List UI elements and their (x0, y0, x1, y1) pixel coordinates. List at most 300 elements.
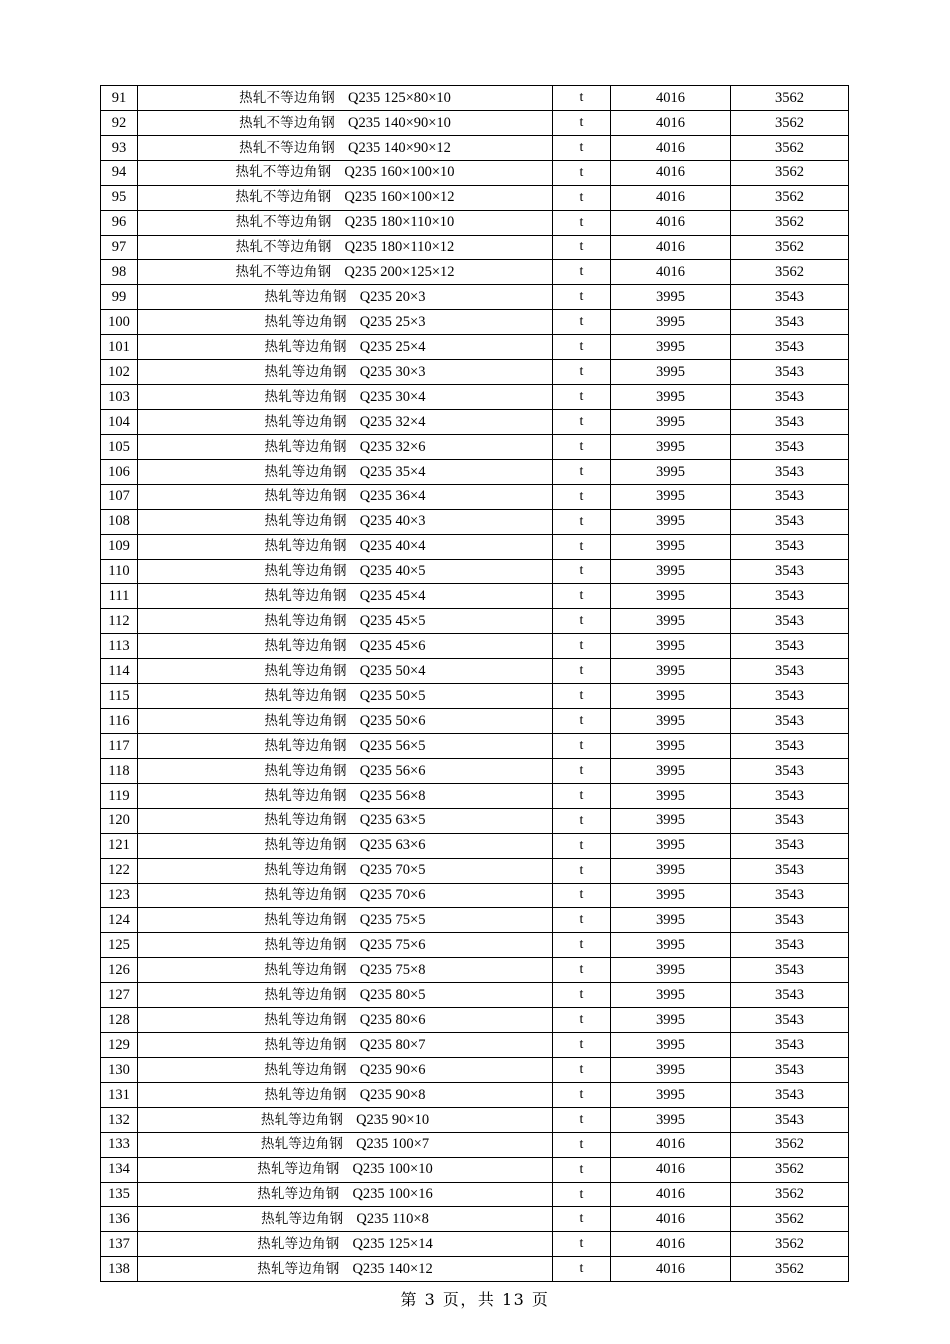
cell-price-primary: 4016 (611, 185, 731, 210)
cell-price-secondary: 3543 (731, 858, 849, 883)
material-name: 热轧等边角钢 (264, 538, 347, 555)
table-row (101, 335, 849, 360)
cell-unit: t (553, 484, 611, 509)
cell-unit: t (553, 1232, 611, 1257)
description-group (235, 190, 454, 205)
cell-price-primary: 4016 (611, 86, 731, 111)
cell-price-secondary: 3562 (731, 260, 849, 285)
material-name: 热轧等边角钢 (264, 513, 347, 530)
cell-price-primary: 3995 (611, 1008, 731, 1033)
material-spec: Q235 30×3 (359, 363, 426, 380)
material-name: 热轧等边角钢 (264, 637, 347, 654)
material-name: 热轧等边角钢 (264, 712, 347, 729)
cell-unit: t (553, 659, 611, 684)
cell-price-secondary: 3543 (731, 908, 849, 933)
description-group (265, 789, 426, 804)
cell-description (138, 1157, 553, 1182)
material-name: 热轧等边角钢 (264, 986, 347, 1003)
cell-description (138, 758, 553, 783)
description-group (257, 1237, 432, 1252)
material-spec: Q235 63×6 (359, 837, 426, 854)
cell-price-primary: 4016 (611, 1132, 731, 1157)
cell-price-secondary: 3543 (731, 808, 849, 833)
table-row (101, 1207, 849, 1232)
cell-unit: t (553, 1082, 611, 1107)
material-name: 热轧等边角钢 (264, 488, 347, 505)
cell-description (138, 559, 553, 584)
table-row (101, 1157, 849, 1182)
cell-row-number: 114 (101, 659, 138, 684)
cell-row-number: 130 (101, 1057, 138, 1082)
cell-row-number: 134 (101, 1157, 138, 1182)
cell-description (138, 1232, 553, 1257)
cell-row-number: 124 (101, 908, 138, 933)
cell-price-primary: 3995 (611, 1107, 731, 1132)
cell-description (138, 1257, 553, 1282)
cell-description (138, 684, 553, 709)
cell-price-primary: 3995 (611, 908, 731, 933)
description-group (265, 1088, 426, 1103)
table-row (101, 1107, 849, 1132)
cell-description (138, 135, 553, 160)
cell-description (138, 1107, 553, 1132)
cell-price-primary: 3995 (611, 360, 731, 385)
cell-row-number: 91 (101, 86, 138, 111)
table-body (101, 86, 849, 1282)
cell-price-secondary: 3543 (731, 559, 849, 584)
material-name: 热轧等边角钢 (264, 812, 347, 829)
table-row (101, 758, 849, 783)
cell-unit: t (553, 833, 611, 858)
cell-price-secondary: 3543 (731, 434, 849, 459)
cell-description (138, 160, 553, 185)
cell-price-primary: 3995 (611, 409, 731, 434)
cell-price-primary: 3995 (611, 335, 731, 360)
description-group (265, 813, 426, 828)
cell-unit: t (553, 310, 611, 335)
description-group (265, 489, 426, 504)
cell-price-secondary: 3562 (731, 1157, 849, 1182)
description-group (265, 888, 426, 903)
table-row (101, 385, 849, 410)
cell-description (138, 459, 553, 484)
material-name: 热轧等边角钢 (260, 1136, 344, 1153)
description-group (265, 664, 426, 679)
cell-row-number: 136 (101, 1207, 138, 1232)
cell-row-number: 133 (101, 1132, 138, 1157)
cell-description (138, 958, 553, 983)
cell-price-secondary: 3562 (731, 110, 849, 135)
cell-price-primary: 3995 (611, 584, 731, 609)
material-name: 热轧等边角钢 (264, 1011, 347, 1028)
material-spec: Q235 70×5 (359, 862, 426, 879)
cell-unit: t (553, 534, 611, 559)
cell-price-primary: 3995 (611, 609, 731, 634)
cell-description (138, 1207, 553, 1232)
material-name: 热轧不等边角钢 (235, 239, 332, 256)
cell-description (138, 634, 553, 659)
description-group (236, 215, 455, 230)
material-name: 热轧等边角钢 (264, 1086, 347, 1103)
cell-unit: t (553, 958, 611, 983)
material-name: 热轧不等边角钢 (235, 164, 332, 181)
material-name: 热轧不等边角钢 (239, 139, 335, 156)
description-group (235, 165, 454, 180)
cell-price-secondary: 3543 (731, 310, 849, 335)
description-group (265, 1013, 426, 1028)
cell-price-secondary: 3543 (731, 958, 849, 983)
material-name: 热轧等边角钢 (264, 314, 347, 330)
cell-price-secondary: 3543 (731, 1107, 849, 1132)
cell-price-secondary: 3562 (731, 1257, 849, 1282)
table-row (101, 1033, 849, 1058)
cell-price-secondary: 3543 (731, 983, 849, 1008)
cell-description (138, 1033, 553, 1058)
table-row (101, 908, 849, 933)
cell-row-number: 132 (101, 1107, 138, 1132)
cell-price-secondary: 3562 (731, 235, 849, 260)
cell-unit: t (553, 1132, 611, 1157)
cell-row-number: 107 (101, 484, 138, 509)
material-spec: Q235 56×6 (359, 762, 426, 779)
table-row (101, 185, 849, 210)
cell-price-secondary: 3562 (731, 1232, 849, 1257)
material-name: 热轧等边角钢 (264, 862, 347, 879)
description-group (235, 265, 454, 280)
description-group (257, 1262, 432, 1277)
table-row (101, 808, 849, 833)
cell-row-number: 111 (101, 584, 138, 609)
steel-price-table (100, 85, 849, 1282)
cell-unit: t (553, 335, 611, 360)
cell-price-secondary: 3562 (731, 86, 849, 111)
cell-unit: t (553, 559, 611, 584)
material-spec: Q235 125×80×10 (347, 89, 451, 106)
material-spec: Q235 45×5 (359, 613, 426, 630)
table-row (101, 983, 849, 1008)
material-spec: Q235 70×6 (359, 887, 426, 904)
cell-price-primary: 3995 (611, 659, 731, 684)
cell-description (138, 210, 553, 235)
material-spec: Q235 45×4 (359, 588, 426, 605)
material-name: 热轧等边角钢 (264, 338, 347, 355)
material-name: 热轧等边角钢 (264, 787, 347, 804)
cell-price-secondary: 3562 (731, 1207, 849, 1232)
cell-price-secondary: 3543 (731, 883, 849, 908)
cell-price-secondary: 3543 (731, 783, 849, 808)
cell-row-number: 104 (101, 409, 138, 434)
cell-price-primary: 3995 (611, 758, 731, 783)
description-group (265, 315, 426, 330)
cell-unit: t (553, 409, 611, 434)
cell-price-primary: 3995 (611, 559, 731, 584)
cell-unit: t (553, 783, 611, 808)
cell-description (138, 858, 553, 883)
cell-price-primary: 4016 (611, 1207, 731, 1232)
cell-row-number: 100 (101, 310, 138, 335)
table-row (101, 709, 849, 734)
material-name: 热轧等边角钢 (264, 289, 347, 306)
material-spec: Q235 75×5 (359, 912, 426, 929)
material-name: 热轧不等边角钢 (235, 189, 332, 206)
cell-unit: t (553, 260, 611, 285)
table-row (101, 1057, 849, 1082)
cell-price-primary: 4016 (611, 260, 731, 285)
material-spec: Q235 140×90×12 (347, 139, 451, 156)
cell-description (138, 584, 553, 609)
cell-unit: t (553, 385, 611, 410)
cell-price-secondary: 3543 (731, 1082, 849, 1107)
cell-description (138, 235, 553, 260)
description-group (265, 1038, 426, 1053)
cell-price-secondary: 3543 (731, 509, 849, 534)
cell-price-primary: 3995 (611, 783, 731, 808)
cell-price-secondary: 3543 (731, 360, 849, 385)
cell-description (138, 1182, 553, 1207)
cell-price-primary: 3995 (611, 684, 731, 709)
cell-price-secondary: 3543 (731, 634, 849, 659)
description-group (265, 514, 426, 529)
material-spec: Q235 180×110×12 (344, 239, 455, 256)
cell-price-primary: 3995 (611, 534, 731, 559)
table-row (101, 210, 849, 235)
material-spec: Q235 30×4 (359, 388, 426, 405)
cell-unit: t (553, 883, 611, 908)
material-spec: Q235 63×5 (359, 812, 426, 829)
cell-price-primary: 3995 (611, 858, 731, 883)
cell-unit: t (553, 609, 611, 634)
table-row (101, 484, 849, 509)
cell-price-primary: 4016 (611, 1232, 731, 1257)
table-row (101, 285, 849, 310)
material-spec: Q235 32×6 (359, 438, 426, 455)
cell-price-secondary: 3543 (731, 584, 849, 609)
material-name: 热轧等边角钢 (264, 762, 347, 779)
cell-price-secondary: 3543 (731, 385, 849, 410)
cell-price-secondary: 3543 (731, 1057, 849, 1082)
material-spec: Q235 56×5 (359, 737, 426, 754)
cell-unit: t (553, 1033, 611, 1058)
cell-row-number: 119 (101, 783, 138, 808)
cell-unit: t (553, 983, 611, 1008)
cell-description (138, 883, 553, 908)
cell-row-number: 103 (101, 385, 138, 410)
cell-row-number: 138 (101, 1257, 138, 1282)
cell-description (138, 360, 553, 385)
table-row (101, 409, 849, 434)
cell-price-primary: 3995 (611, 1082, 731, 1107)
cell-unit: t (553, 360, 611, 385)
table-row (101, 310, 849, 335)
cell-price-primary: 3995 (611, 958, 731, 983)
description-group (239, 116, 451, 131)
material-spec: Q235 50×4 (359, 662, 426, 679)
description-group (239, 91, 451, 106)
material-name: 热轧不等边角钢 (235, 264, 332, 281)
material-spec: Q235 20×3 (359, 289, 426, 306)
material-spec: Q235 40×5 (359, 563, 426, 580)
cell-unit: t (553, 709, 611, 734)
material-name: 热轧等边角钢 (257, 1161, 340, 1178)
cell-row-number: 106 (101, 459, 138, 484)
table-row (101, 160, 849, 185)
cell-unit: t (553, 459, 611, 484)
table-row (101, 434, 849, 459)
table-row (101, 360, 849, 385)
table-row (101, 559, 849, 584)
cell-description (138, 185, 553, 210)
cell-unit: t (553, 110, 611, 135)
description-group (265, 838, 426, 853)
material-name: 热轧等边角钢 (261, 1211, 344, 1228)
cell-row-number: 115 (101, 684, 138, 709)
table-row (101, 733, 849, 758)
cell-description (138, 86, 553, 111)
table-row (101, 260, 849, 285)
material-name: 热轧等边角钢 (264, 563, 347, 580)
cell-row-number: 110 (101, 559, 138, 584)
table-row (101, 833, 849, 858)
material-name: 热轧等边角钢 (264, 737, 347, 754)
cell-row-number: 113 (101, 634, 138, 659)
cell-row-number: 117 (101, 733, 138, 758)
material-name: 热轧等边角钢 (264, 1061, 347, 1078)
cell-price-primary: 3995 (611, 434, 731, 459)
material-spec: Q235 125×14 (352, 1236, 433, 1253)
material-name: 热轧等边角钢 (264, 887, 347, 904)
cell-price-secondary: 3543 (731, 335, 849, 360)
cell-price-primary: 3995 (611, 459, 731, 484)
description-group (265, 639, 426, 654)
cell-row-number: 95 (101, 185, 138, 210)
description-group (261, 1113, 429, 1128)
material-spec: Q235 80×6 (359, 1011, 426, 1028)
cell-price-secondary: 3562 (731, 185, 849, 210)
cell-price-primary: 3995 (611, 509, 731, 534)
cell-price-secondary: 3543 (731, 758, 849, 783)
cell-unit: t (553, 1207, 611, 1232)
cell-row-number: 118 (101, 758, 138, 783)
material-spec: Q235 40×3 (359, 513, 426, 530)
material-name: 热轧等边角钢 (260, 1111, 344, 1128)
cell-price-primary: 4016 (611, 235, 731, 260)
cell-description (138, 534, 553, 559)
cell-row-number: 126 (101, 958, 138, 983)
cell-row-number: 120 (101, 808, 138, 833)
table-row (101, 1132, 849, 1157)
cell-row-number: 123 (101, 883, 138, 908)
table-row (101, 1082, 849, 1107)
material-spec: Q235 140×12 (352, 1261, 433, 1278)
table-row (101, 684, 849, 709)
cell-row-number: 93 (101, 135, 138, 160)
description-group (265, 564, 426, 579)
cell-row-number: 105 (101, 434, 138, 459)
cell-price-secondary: 3543 (731, 534, 849, 559)
table-row (101, 534, 849, 559)
material-spec: Q235 75×8 (359, 961, 426, 978)
description-group (265, 589, 426, 604)
cell-price-primary: 4016 (611, 1157, 731, 1182)
cell-row-number: 92 (101, 110, 138, 135)
cell-price-primary: 3995 (611, 933, 731, 958)
cell-unit: t (553, 86, 611, 111)
cell-price-secondary: 3543 (731, 933, 849, 958)
cell-description (138, 335, 553, 360)
cell-unit: t (553, 160, 611, 185)
material-name: 热轧等边角钢 (257, 1261, 340, 1278)
material-name: 热轧等边角钢 (264, 1036, 347, 1053)
table-row (101, 883, 849, 908)
material-name: 热轧等边角钢 (264, 961, 347, 978)
material-spec: Q235 56×8 (359, 787, 426, 804)
cell-description (138, 733, 553, 758)
table-row (101, 1257, 849, 1282)
cell-row-number: 94 (101, 160, 138, 185)
material-name: 热轧等边角钢 (257, 1236, 340, 1253)
cell-row-number: 135 (101, 1182, 138, 1207)
material-spec: Q235 25×3 (359, 314, 426, 330)
cell-unit: t (553, 185, 611, 210)
table-row (101, 86, 849, 111)
cell-price-secondary: 3543 (731, 609, 849, 634)
cell-price-secondary: 3543 (731, 1008, 849, 1033)
cell-description (138, 659, 553, 684)
material-name: 热轧等边角钢 (264, 413, 347, 430)
description-group (265, 988, 426, 1003)
cell-description (138, 808, 553, 833)
cell-description (138, 434, 553, 459)
cell-unit: t (553, 434, 611, 459)
table-row (101, 1182, 849, 1207)
cell-price-secondary: 3543 (731, 684, 849, 709)
table-row (101, 609, 849, 634)
table-row (101, 958, 849, 983)
cell-price-secondary: 3543 (731, 659, 849, 684)
cell-description (138, 609, 553, 634)
description-group (265, 465, 426, 480)
cell-row-number: 128 (101, 1008, 138, 1033)
cell-row-number: 122 (101, 858, 138, 883)
material-spec: Q235 160×100×10 (344, 164, 455, 181)
description-group (265, 689, 426, 704)
cell-row-number: 108 (101, 509, 138, 534)
description-group (261, 1137, 429, 1152)
description-group (265, 340, 426, 355)
material-name: 热轧不等边角钢 (239, 89, 335, 106)
cell-price-primary: 4016 (611, 210, 731, 235)
cell-unit: t (553, 135, 611, 160)
material-spec: Q235 36×4 (359, 488, 426, 505)
table-row (101, 135, 849, 160)
material-name: 热轧等边角钢 (264, 613, 347, 630)
table-row (101, 110, 849, 135)
material-spec: Q235 75×6 (359, 937, 426, 954)
cell-price-secondary: 3543 (731, 409, 849, 434)
table-row (101, 584, 849, 609)
cell-unit: t (553, 908, 611, 933)
cell-unit: t (553, 509, 611, 534)
description-group (257, 1187, 432, 1202)
description-group (265, 1063, 426, 1078)
material-spec: Q235 50×6 (359, 712, 426, 729)
page-footer: 第 3 页，共 13 页 (400, 1290, 550, 1309)
cell-description (138, 833, 553, 858)
cell-unit: t (553, 858, 611, 883)
cell-row-number: 121 (101, 833, 138, 858)
cell-price-primary: 4016 (611, 1257, 731, 1282)
cell-row-number: 98 (101, 260, 138, 285)
